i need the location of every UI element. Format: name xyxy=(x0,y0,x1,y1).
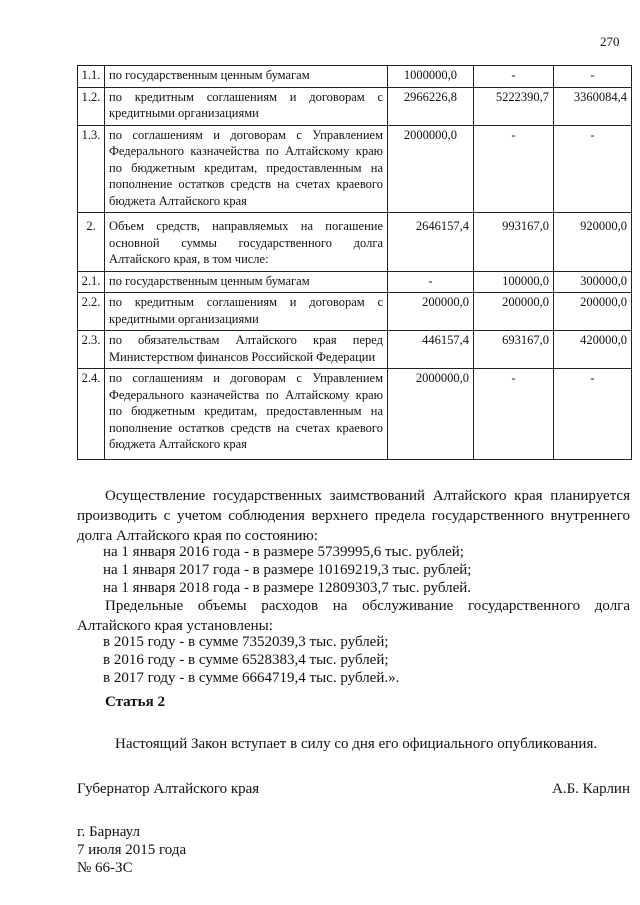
row-number: 2.4. xyxy=(78,369,105,460)
city: г. Барнаул xyxy=(77,824,140,840)
debt-table xyxy=(77,65,632,460)
value-cell: - xyxy=(388,271,474,293)
row-description: по кредитным соглашениям и договорам с кредитными организациями xyxy=(105,293,388,331)
page-number: 270 xyxy=(600,34,620,49)
row-number: 2. xyxy=(78,213,105,272)
value-cell: 993167,0 xyxy=(474,213,554,272)
value-cell: - xyxy=(474,125,554,213)
row-number: 2.2. xyxy=(78,293,105,331)
value-cell: 446157,4 xyxy=(388,331,474,369)
row-description: по обязательствам Алтайского края перед Министерством финансов Российской Федерации xyxy=(105,331,388,369)
value-cell: 300000,0 xyxy=(554,271,632,293)
value-cell: 200000,0 xyxy=(554,293,632,331)
value-cell: 200000,0 xyxy=(474,293,554,331)
table-row xyxy=(78,271,632,293)
row-description: по соглашениям и договорам с Управлением Федерального казначейства по Алтайскому краю по бюджетным кредитам, предоставленным на пополнение остатков средств на счетах краевого бюджета Алтайского края xyxy=(105,369,388,460)
row-description: по соглашениям и договорам с Управлением Федерального казначейства по Алтайскому краю по бюджетным кредитам, предоставленным на пополнение остатков средств на счетах краевого бюджета Алтайского края xyxy=(105,125,388,213)
row-number: 1.2. xyxy=(78,87,105,125)
row-description: Объем средств, направляемых на погашение основной суммы государственного долга Алтайского края, в том числе: xyxy=(105,213,388,272)
value-cell: 5222390,7 xyxy=(474,87,554,125)
value-cell: 3360084,4 xyxy=(554,87,632,125)
value-cell: - xyxy=(474,369,554,460)
value-cell: - xyxy=(554,66,632,88)
value-cell: 2000000,0 xyxy=(388,369,474,460)
row-description: по кредитным соглашениям и договорам с кредитными организациями xyxy=(105,87,388,125)
row-number: 2.3. xyxy=(78,331,105,369)
value-cell: 2000000,0 xyxy=(388,125,474,213)
value-cell: 2966226,8 xyxy=(388,87,474,125)
table-row xyxy=(78,125,632,213)
value-cell: 420000,0 xyxy=(554,331,632,369)
value-cell: - xyxy=(474,66,554,88)
debt-limit-2017: на 1 января 2017 года - в размере 10169219,3 тыс. рублей; xyxy=(103,562,472,578)
value-cell: 100000,0 xyxy=(474,271,554,293)
value-cell: 1000000,0 xyxy=(388,66,474,88)
article-text: Настоящий Закон вступает в силу со дня его официального опубликования. xyxy=(115,736,598,752)
value-cell: - xyxy=(554,125,632,213)
table-row xyxy=(78,66,632,88)
row-description: по государственным ценным бумагам xyxy=(105,271,388,293)
table-row xyxy=(78,331,632,369)
expenses-2017: в 2017 году - в сумме 6664719,4 тыс. рублей.». xyxy=(103,670,400,686)
expenses-paragraph: Предельные объемы расходов на обслуживание государственного долга Алтайского края установлены: xyxy=(77,598,630,634)
table-row xyxy=(78,213,632,272)
table-row xyxy=(78,369,632,460)
expenses-2015: в 2015 году - в сумме 7352039,3 тыс. рублей; xyxy=(103,634,389,650)
table-row xyxy=(78,87,632,125)
signing-date: 7 июля 2015 года xyxy=(77,842,187,858)
debt-limit-2016: на 1 января 2016 года - в размере 5739995,6 тыс. рублей; xyxy=(103,544,464,560)
row-number: 1.1. xyxy=(78,66,105,88)
row-number: 1.3. xyxy=(78,125,105,213)
row-number: 2.1. xyxy=(78,271,105,293)
law-number: № 66-ЗС xyxy=(77,860,133,876)
row-description: по государственным ценным бумагам xyxy=(105,66,388,88)
table-row xyxy=(78,293,632,331)
signature-name: А.Б. Карлин xyxy=(551,781,630,797)
value-cell: 200000,0 xyxy=(388,293,474,331)
article-heading: Статья 2 xyxy=(105,694,165,710)
borrowing-paragraph: Осуществление государственных заимствований Алтайского края планируется производить с учетом соблюдения верхнего предела государственного внутреннего долга Алтайского края по состоянию: xyxy=(77,488,630,544)
value-cell: 920000,0 xyxy=(554,213,632,272)
value-cell: - xyxy=(554,369,632,460)
expenses-2016: в 2016 году - в сумме 6528383,4 тыс. рублей; xyxy=(103,652,389,668)
debt-limit-2018: на 1 января 2018 года - в размере 12809303,7 тыс. рублей. xyxy=(103,580,472,596)
value-cell: 2646157,4 xyxy=(388,213,474,272)
value-cell: 693167,0 xyxy=(474,331,554,369)
signature-title: Губернатор Алтайского края xyxy=(77,781,260,797)
